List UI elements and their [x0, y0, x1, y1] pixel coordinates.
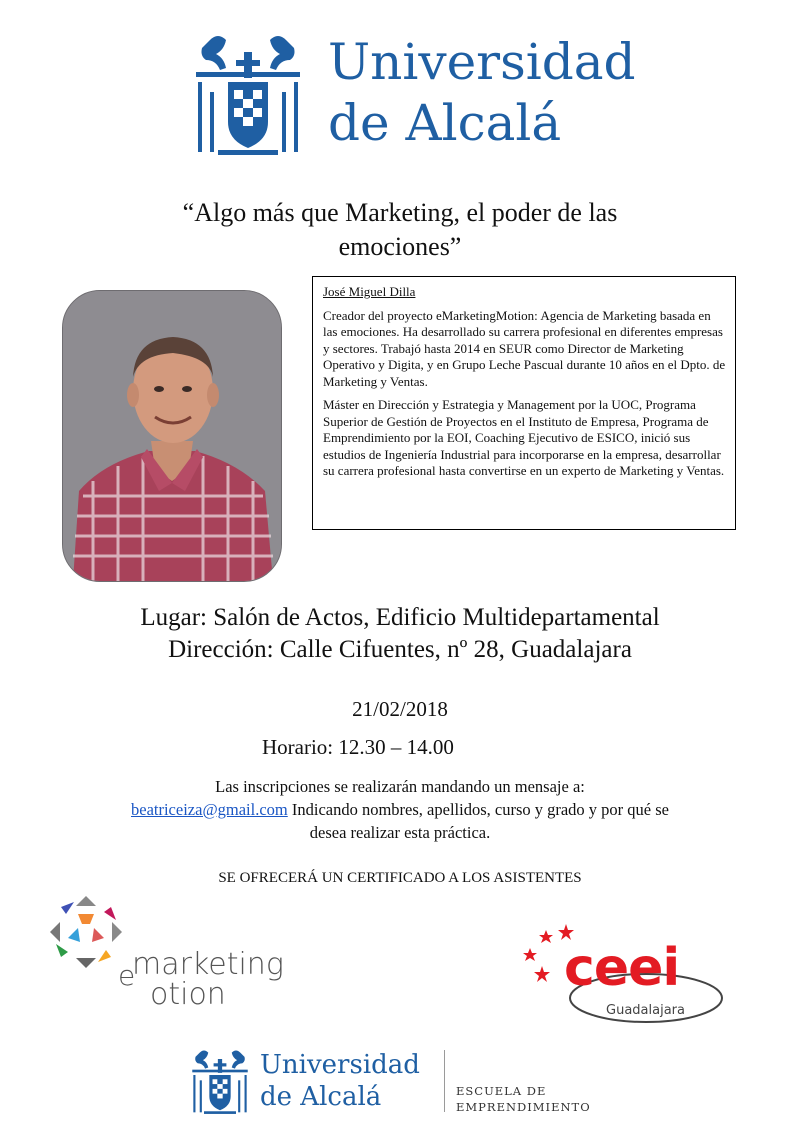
certificate-note: SE OFRECERÁ UN CERTIFICADO A LOS ASISTENTES — [218, 870, 582, 886]
bio-paragraph-1: Creador del proyecto eMarketingMotion: Agencia de Marketing basada en las emociones. Ha desarrollado su carrera profesional en diferentes empresas y sectores. Trabajó hasta 2014 en SEUR como Director de Marketing Operativo y Digita, y en Grupo Leche Pascual durante 10 años en el Dpto. de Marketing y Ventas. — [323, 307, 726, 389]
speaker-photo — [62, 290, 282, 582]
speaker-bio-box — [312, 276, 736, 530]
location-block — [80, 602, 720, 666]
registration-line1: Las inscripciones se realizarán mandando un mensaje a: — [215, 777, 585, 796]
registration-line2: Indicando nombres, apellidos, curso y grado y por qué se desea realizar esta práctica. — [287, 800, 669, 842]
location-lugar: Lugar: Salón de Actos, Edificio Multidepartamental — [140, 604, 660, 631]
universidad-alcala-logo — [188, 32, 636, 162]
event-title: “Algo más que Marketing, el poder de las emociones” — [182, 198, 618, 261]
location-direccion: Dirección: Calle Cifuentes, nº 28, Guadalajara — [168, 636, 632, 663]
ceei-logo — [520, 920, 730, 1030]
event-schedule: Horario: 12.30 – 14.00 — [262, 735, 454, 759]
registration-line2-wrap — [120, 798, 680, 844]
ceei-word: ceei — [564, 938, 680, 998]
logo-divider — [444, 1050, 445, 1112]
escuela-line2: EMPRENDIMIENTO — [456, 1100, 591, 1114]
registration-info — [120, 775, 680, 844]
emarketing-word1: marketing — [132, 947, 284, 982]
logo-bottom-line2: de Alcalá — [260, 1082, 382, 1112]
registration-email-link[interactable]: beatriceiza@gmail.com — [131, 800, 288, 819]
ceei-subtitle: Guadalajara — [606, 1003, 685, 1018]
logo-text-line1: Universidad — [328, 33, 636, 91]
university-crest-small-icon — [188, 1048, 252, 1118]
emarketing-word2: otion — [150, 977, 226, 1012]
emarketing-e: e — [118, 959, 136, 992]
event-date: 21/02/2018 — [352, 697, 448, 721]
bio-paragraph-2: Máster en Dirección y Estrategia y Management por la UOC, Programa Superior de Gestión de Proyectos en el Instituto de Empresa, Programa de Emprendimiento por la EOI, Coaching Ejecutivo de ESICO, inició sus estudios de Ingeniería Industrial para incorporarse en la empresa, desarrollar su carrera profesional hasta convertirse en un experto de Marketing y Ventas. — [323, 397, 725, 478]
escuela-line1: ESCUELA DE — [456, 1084, 547, 1098]
speaker-portrait-image — [63, 291, 281, 581]
logo-text-line2: de Alcalá — [328, 94, 562, 152]
logo-bottom-line1: Universidad — [260, 1050, 420, 1080]
universidad-alcala-escuela-logo — [188, 1046, 608, 1118]
emarketingmotion-logo — [44, 890, 304, 1020]
university-crest-icon — [188, 32, 308, 162]
speaker-name: José Miguel Dilla — [323, 284, 416, 299]
